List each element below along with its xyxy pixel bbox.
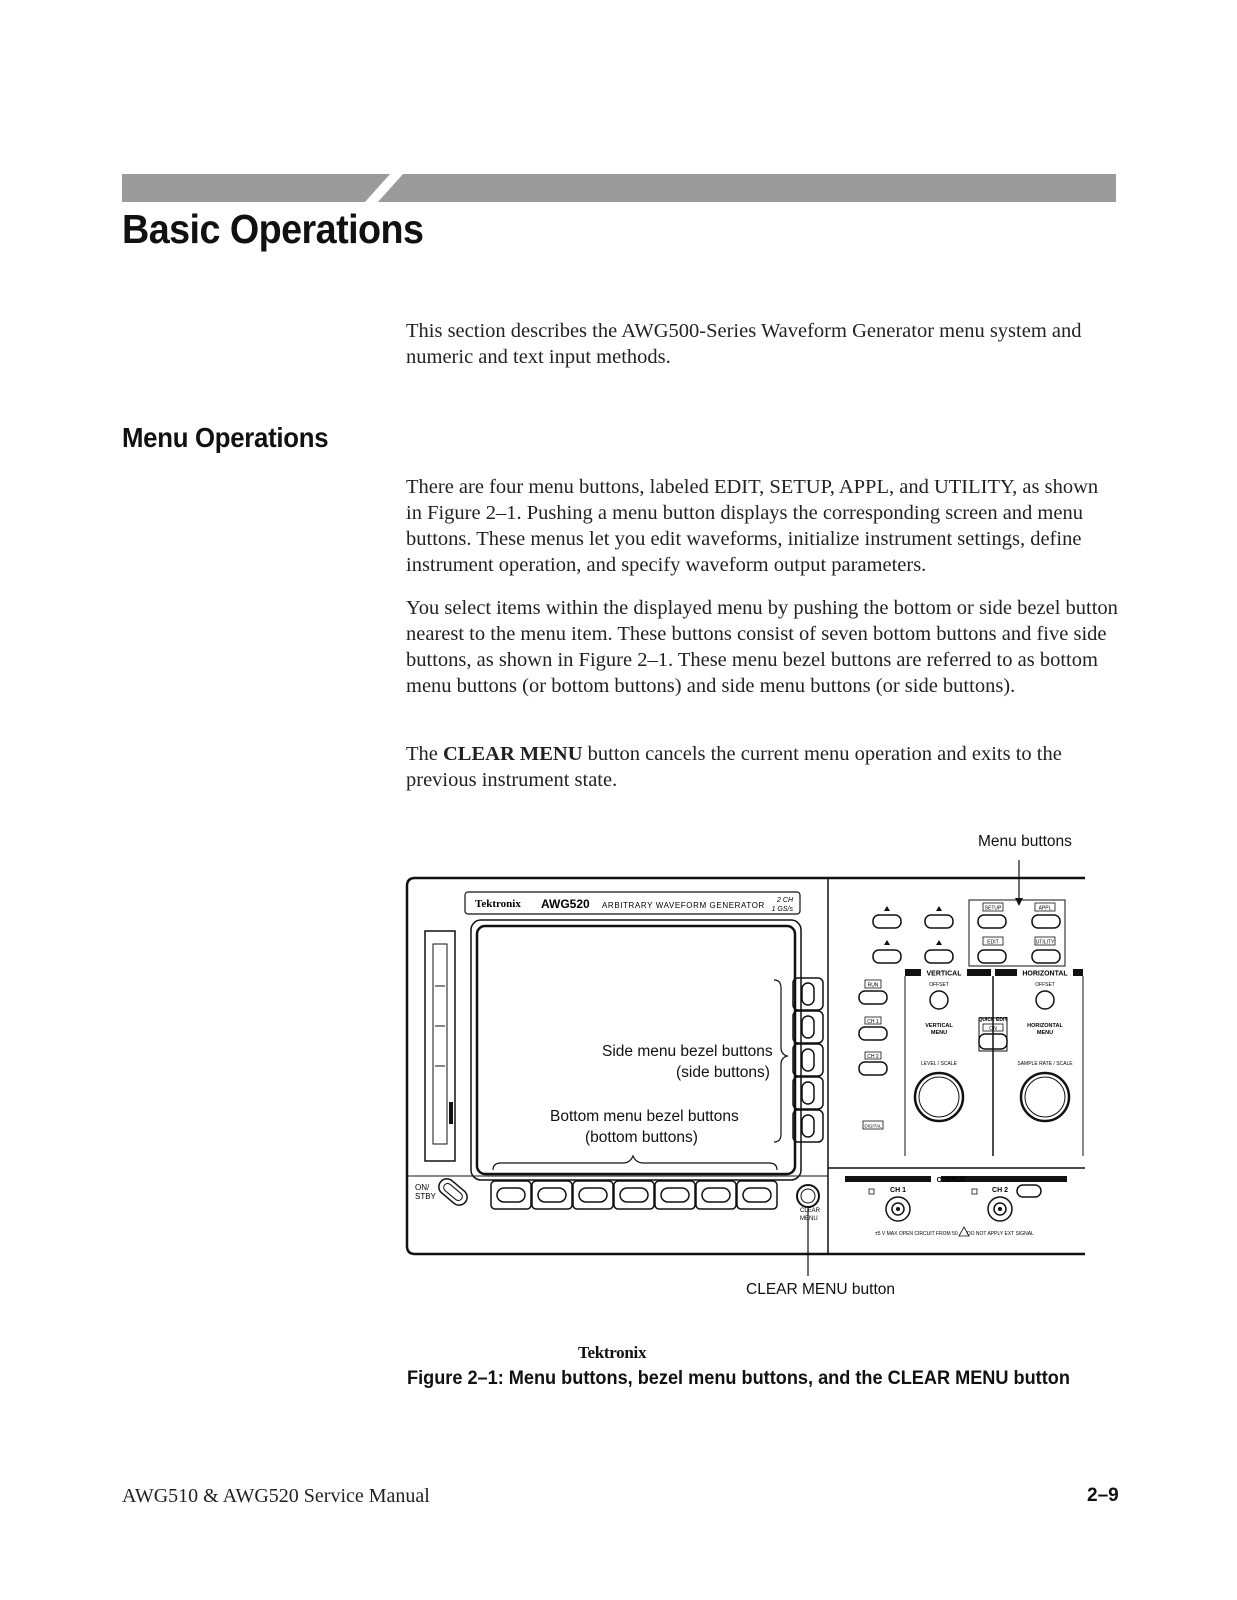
utility-label: UTILITY	[1035, 939, 1055, 946]
floppy-slot	[433, 944, 447, 1144]
nameplate-spec-2: 1 GS/s	[771, 906, 793, 913]
callout-side-buttons-1: Side menu bezel buttons	[602, 1043, 773, 1060]
ch1-output-label: CH 1	[890, 1187, 906, 1194]
horizontal-header: HORIZONTAL	[1022, 970, 1068, 978]
paragraph-clear-menu-end: button cancels the current menu operation and exits to the previous instrument state.	[406, 743, 1062, 791]
vertical-offset-label: OFFSET	[929, 982, 949, 988]
run-label: RUN	[867, 982, 879, 989]
clear-menu-bold: CLEAR MENU	[443, 743, 583, 765]
nameplate-brand: Tektronix	[475, 898, 521, 910]
footer-manual-title: AWG510 & AWG520 Service Manual	[122, 1485, 430, 1507]
callout-clear-menu: CLEAR MENU button	[746, 1281, 896, 1298]
output-toggle-button[interactable]	[1017, 1185, 1041, 1197]
horizontal-menu-label-2: MENU	[1036, 1030, 1054, 1036]
digital-label: DIGITAL	[864, 1123, 882, 1129]
quick-edit-on-label: ON	[989, 1026, 997, 1032]
figure-front-panel	[395, 826, 1095, 1306]
quick-edit-label: QUICK EDIT	[978, 1017, 1008, 1023]
footer-page-number: 2–9	[1087, 1485, 1119, 1506]
ch1-select-label: CH 1	[867, 1019, 879, 1025]
output-header: OUTPUT	[936, 1177, 966, 1184]
paragraph-clear-menu-start: The	[406, 743, 443, 765]
ch2-output-label: CH 2	[992, 1187, 1008, 1194]
clear-menu-label-2: MENU	[800, 1216, 818, 1222]
side-buttons-brace	[774, 980, 787, 1142]
appl-button[interactable]	[1032, 915, 1060, 928]
edit-button[interactable]	[978, 950, 1006, 963]
appl-label: APPL	[1038, 905, 1052, 912]
tektronix-logo: Tektronix	[578, 1343, 647, 1362]
sample-rate-scale-knob	[1021, 1073, 1069, 1121]
horizontal-offset-knob	[1036, 991, 1054, 1009]
callout-bottom-buttons-2: (bottom buttons)	[585, 1129, 698, 1146]
vertical-offset-knob	[930, 991, 948, 1009]
numeric-arrow-buttons	[873, 915, 953, 963]
nameplate-model: AWG520	[541, 897, 590, 911]
utility-button[interactable]	[1032, 950, 1060, 963]
vertical-header: VERTICAL	[926, 970, 962, 978]
clear-menu-button[interactable]	[797, 1185, 819, 1207]
paragraph-menu-buttons: There are four menu buttons, labeled EDIT, SETUP, APPL, and UTILITY, as shown in Figure 2–1. Pushing a menu button displays the corresponding screen and menu buttons. These menus let you edit waveforms, initialize instrument settings, define instrument operation, and specify waveform output parameters.	[406, 476, 1099, 576]
side-menu-buttons	[793, 978, 823, 1142]
figure-caption: Figure 2–1: Menu buttons, bezel menu buttons, and the CLEAR MENU button	[407, 1367, 1070, 1389]
vertical-menu-label-1: VERTICAL	[925, 1023, 953, 1029]
ch2-select-label: CH 2	[867, 1054, 879, 1060]
sample-rate-scale-label: SAMPLE RATE / SCALE	[1017, 1061, 1073, 1067]
clear-menu-label-1: CLEAR	[800, 1208, 821, 1214]
paragraph-clear-menu	[406, 741, 1118, 793]
intro-paragraph: This section describes the AWG500-Series Waveform Generator menu system and numeric and text input methods.	[406, 320, 1082, 368]
header-rule-bar	[122, 174, 1116, 202]
run-button[interactable]	[859, 991, 887, 1004]
page-title: Basic Operations	[122, 206, 424, 252]
output-warning-1: ±5 V MAX OPEN CIRCUIT FROM 50	[875, 1231, 958, 1237]
level-scale-label: LEVEL / SCALE	[921, 1061, 957, 1067]
nameplate-desc: ARBITRARY WAVEFORM GENERATOR	[602, 901, 765, 910]
nameplate-spec-1: 2 CH	[777, 897, 793, 904]
floppy-drive	[425, 931, 455, 1161]
horizontal-offset-label: OFFSET	[1035, 982, 1055, 988]
paragraph-bezel-buttons: You select items within the displayed menu by pushing the bottom or side bezel button nearest to the menu item. These buttons consist of seven bottom buttons and five side buttons, as shown in Figure 2–1. These menu bezel buttons are referred to as bottom menu buttons (or bottom buttons) and side menu buttons (or side buttons).	[406, 597, 1118, 697]
level-scale-knob	[915, 1073, 963, 1121]
on-stby-label-2: STBY	[415, 1192, 436, 1201]
on-stby-label-1: ON/	[415, 1183, 430, 1192]
bottom-buttons-brace	[493, 1156, 777, 1170]
output-warning-2: DO NOT APPLY EXT SIGNAL	[967, 1231, 1034, 1237]
setup-label: SETUP	[984, 905, 1002, 912]
edit-label: EDIT	[987, 939, 999, 946]
horizontal-menu-label-1: HORIZONTAL	[1027, 1023, 1063, 1029]
callout-bottom-buttons-1: Bottom menu bezel buttons	[550, 1108, 739, 1125]
on-stby-button	[436, 1176, 471, 1209]
ch1-select-button[interactable]	[859, 1027, 887, 1040]
section-title: Menu Operations	[122, 422, 329, 453]
ch2-select-button[interactable]	[859, 1062, 887, 1075]
bottom-menu-buttons	[491, 1181, 777, 1209]
callout-side-buttons-2: (side buttons)	[676, 1064, 770, 1081]
vertical-menu-label-2: MENU	[930, 1030, 948, 1036]
callout-menu-buttons: Menu buttons	[978, 833, 1072, 850]
setup-button[interactable]	[978, 915, 1006, 928]
